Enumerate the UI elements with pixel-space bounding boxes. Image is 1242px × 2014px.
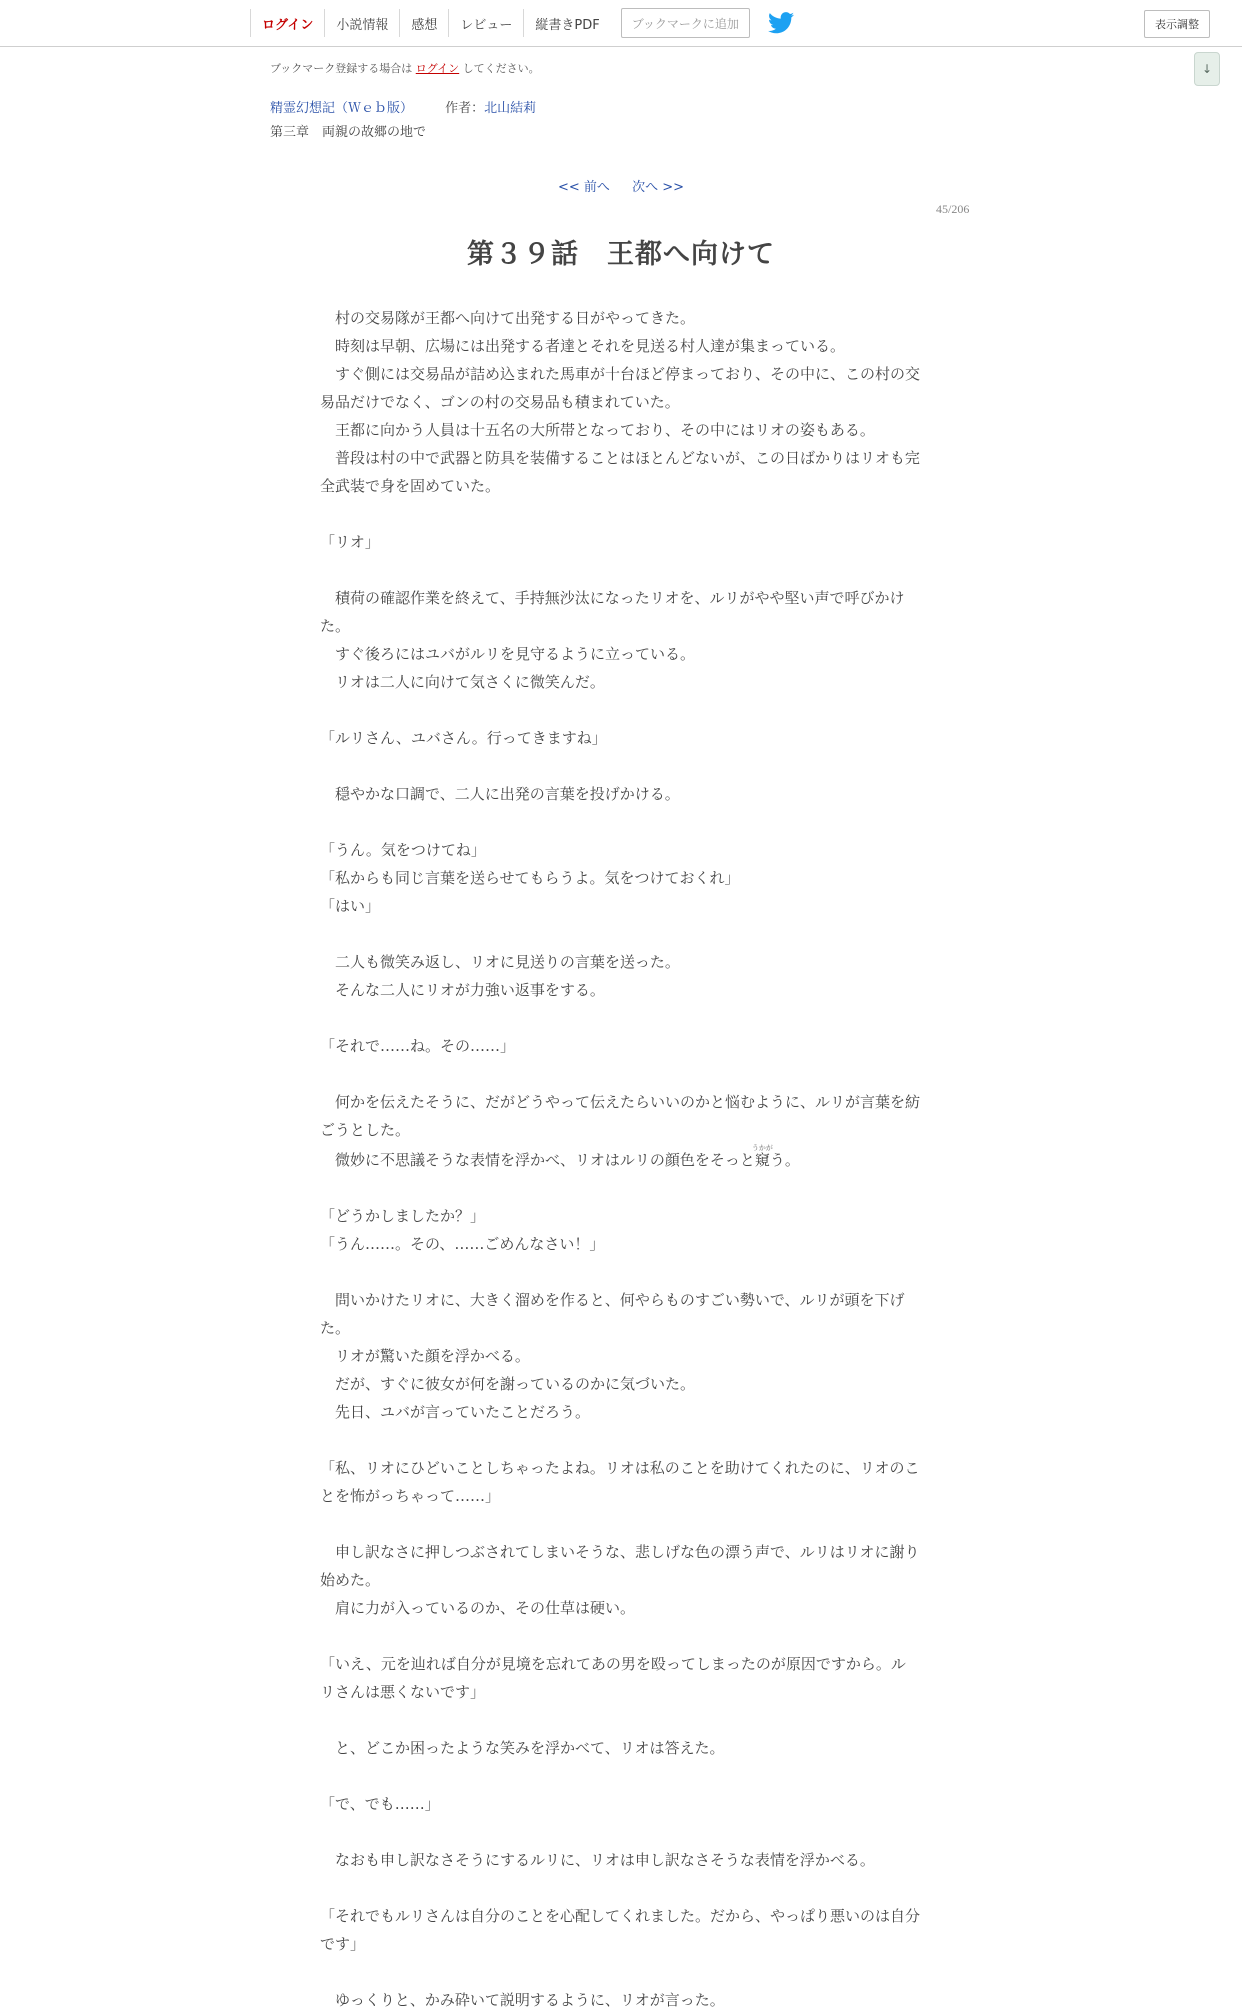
top-nav-bar: [0, 0, 1242, 47]
body-line: すぐ側には交易品が詰め込まれた馬車が十台ほど停まっており、その中に、この村の交易品だけでなく、ゴンの村の交易品も積まれていた。: [320, 365, 921, 411]
nav-login[interactable]: ログイン: [250, 9, 324, 37]
body-line: 「私、リオにひどいことしちゃったよね。リオは私のことを助けてくれたのに、リオのことを怖がっちゃって……」: [320, 1459, 920, 1505]
novel-title-link[interactable]: 精霊幻想記（Ｗｅｂ版）: [270, 101, 414, 116]
display-settings-button[interactable]: 表示調整: [1144, 10, 1210, 38]
body-line: 何かを伝えたそうに、だがどうやって伝えたらいいのかと悩むように、ルリが言葉を紡ごうとした。: [320, 1093, 921, 1139]
notice-prefix: ブックマーク登録する場合は: [270, 62, 416, 75]
body-line: 肩に力が入っているのか、その仕草は硬い。: [320, 1599, 636, 1617]
ruby-line-after: う。: [769, 1151, 800, 1169]
body-line: 「どうかしましたか？」: [320, 1207, 486, 1225]
body-line: [320, 1174, 920, 1202]
body-line: [320, 696, 920, 724]
nav-impressions[interactable]: 感想: [399, 9, 448, 37]
page-count: 45/206: [936, 202, 970, 216]
body-line: [320, 1004, 920, 1032]
body-line: [320, 1258, 920, 1286]
body-line: 王都に向かう人員は十五名の大所帯となっており、その中にはリオの姿もある。: [320, 421, 875, 439]
notice-suffix: してください。: [459, 62, 540, 75]
body-line: 普段は村の中で武器と防具を装備することはほとんどないが、この日ばかりはリオも完全武装で身を固めていた。: [320, 449, 920, 495]
notice-login-link[interactable]: ログイン: [415, 62, 460, 75]
ruby-reading: うかが: [751, 1144, 773, 1152]
body-line: 「いえ、元を辿れば自分が見境を忘れてあの男を殴ってしまったのが原因ですから。ルリさんは悪くないです」: [320, 1655, 906, 1701]
body-line: なおも申し訳なさそうにするルリに、リオは申し訳なさそうな表情を浮かべる。: [320, 1851, 875, 1869]
body-line: [320, 1426, 920, 1454]
add-bookmark-button[interactable]: ブックマークに追加: [621, 8, 750, 38]
body-line: ゆっくりと、かみ砕いて説明するように、リオが言った。: [320, 1991, 725, 2009]
body-line: [320, 1060, 920, 1088]
body-line: すぐ後ろにはユバがルリを見守るように立っている。: [320, 645, 696, 663]
chapter-title: 第三章 両親の故郷の地で: [270, 125, 427, 140]
body-line: リオは二人に向けて気さくに微笑んだ。: [320, 673, 605, 691]
prev-link[interactable]: << 前へ: [558, 180, 610, 195]
body-line: リオが驚いた顔を浮かべる。: [320, 1347, 530, 1365]
twitter-icon[interactable]: [768, 12, 794, 34]
body-line: 先日、ユバが言っていたことだろう。: [320, 1403, 591, 1421]
pager: [0, 176, 1242, 195]
body-line: 二人も微笑み返し、リオに見送りの言葉を送った。: [320, 953, 680, 971]
body-line: 「うん。気をつけてね」: [320, 841, 486, 859]
body-line: 「はい」: [320, 897, 381, 915]
body-line: 「うん……。その、……ごめんなさい！」: [320, 1235, 605, 1253]
body-line: だが、すぐに彼女が何を謝っているのかに気づいた。: [320, 1375, 696, 1393]
ruby-line-before: 微妙に不思議そうな表情を浮かべ、リオはルリの顔色をそっと: [320, 1151, 755, 1169]
body-line: 「で、でも……」: [320, 1795, 440, 1813]
body-line: [320, 1510, 920, 1538]
nav-menu: [250, 0, 794, 46]
body-line: 時刻は早朝、広場には出発する者達とそれを見送る村人達が集まっている。: [320, 337, 846, 355]
body-line: [320, 1144, 920, 1174]
scroll-down-button[interactable]: ↓: [1194, 52, 1220, 86]
next-link[interactable]: 次へ >>: [632, 180, 684, 195]
body-line: 「私からも同じ言葉を送らせてもらうよ。気をつけておくれ」: [320, 869, 740, 887]
body-line: 問いかけたリオに、大きく溜めを作ると、何やらものすごい勢いで、ルリが頭を下げた。: [320, 1291, 905, 1337]
author-link[interactable]: 北山結莉: [484, 101, 537, 116]
novel-body: [320, 304, 920, 2014]
body-line: [320, 1818, 920, 1846]
ruby-word: [751, 1144, 773, 1169]
body-line: [320, 500, 920, 528]
bookmark-notice: [270, 60, 540, 76]
ruby-base: 窺: [751, 1151, 773, 1169]
body-line: 穏やかな口調で、二人に出発の言葉を投げかける。: [320, 785, 680, 803]
body-line: [320, 752, 920, 780]
body-line: 村の交易隊が王都へ向けて出発する日がやってきた。: [320, 309, 696, 327]
body-line: 積荷の確認作業を終えて、手持無沙汰になったリオを、ルリがやや堅い声で呼びかけた。: [320, 589, 905, 635]
body-line: 「ルリさん、ユバさん。行ってきますね」: [320, 729, 607, 747]
author-label: 作者：: [445, 101, 485, 116]
nav-vertical-pdf[interactable]: 縦書きPDF: [523, 9, 610, 37]
body-line: [320, 1958, 920, 1986]
body-line: [320, 1622, 920, 1650]
novel-info: [270, 97, 536, 116]
body-line: [320, 556, 920, 584]
body-line: [320, 1874, 920, 1902]
body-line: [320, 1706, 920, 1734]
body-line: 「それでもルリさんは自分のことを心配してくれました。だから、やっぱり悪いのは自分です」: [320, 1907, 921, 1953]
body-line: 「リオ」: [320, 533, 380, 551]
body-line: 「それで……ね。その……」: [320, 1037, 516, 1055]
nav-novel-info[interactable]: 小説情報: [324, 9, 399, 37]
body-line: と、どこか困ったような笑みを浮かべて、リオは答えた。: [320, 1739, 725, 1757]
body-line: [320, 1762, 920, 1790]
body-line: [320, 808, 920, 836]
body-line: [320, 920, 920, 948]
episode-title: 第３９話 王都へ向けて: [467, 239, 775, 270]
nav-review[interactable]: レビュー: [448, 9, 523, 37]
body-line: そんな二人にリオが力強い返事をする。: [320, 981, 605, 999]
body-line: 申し訳なさに押しつぶされてしまいそうな、悲しげな色の漂う声で、ルリはリオに謝り始めた。: [320, 1543, 920, 1589]
